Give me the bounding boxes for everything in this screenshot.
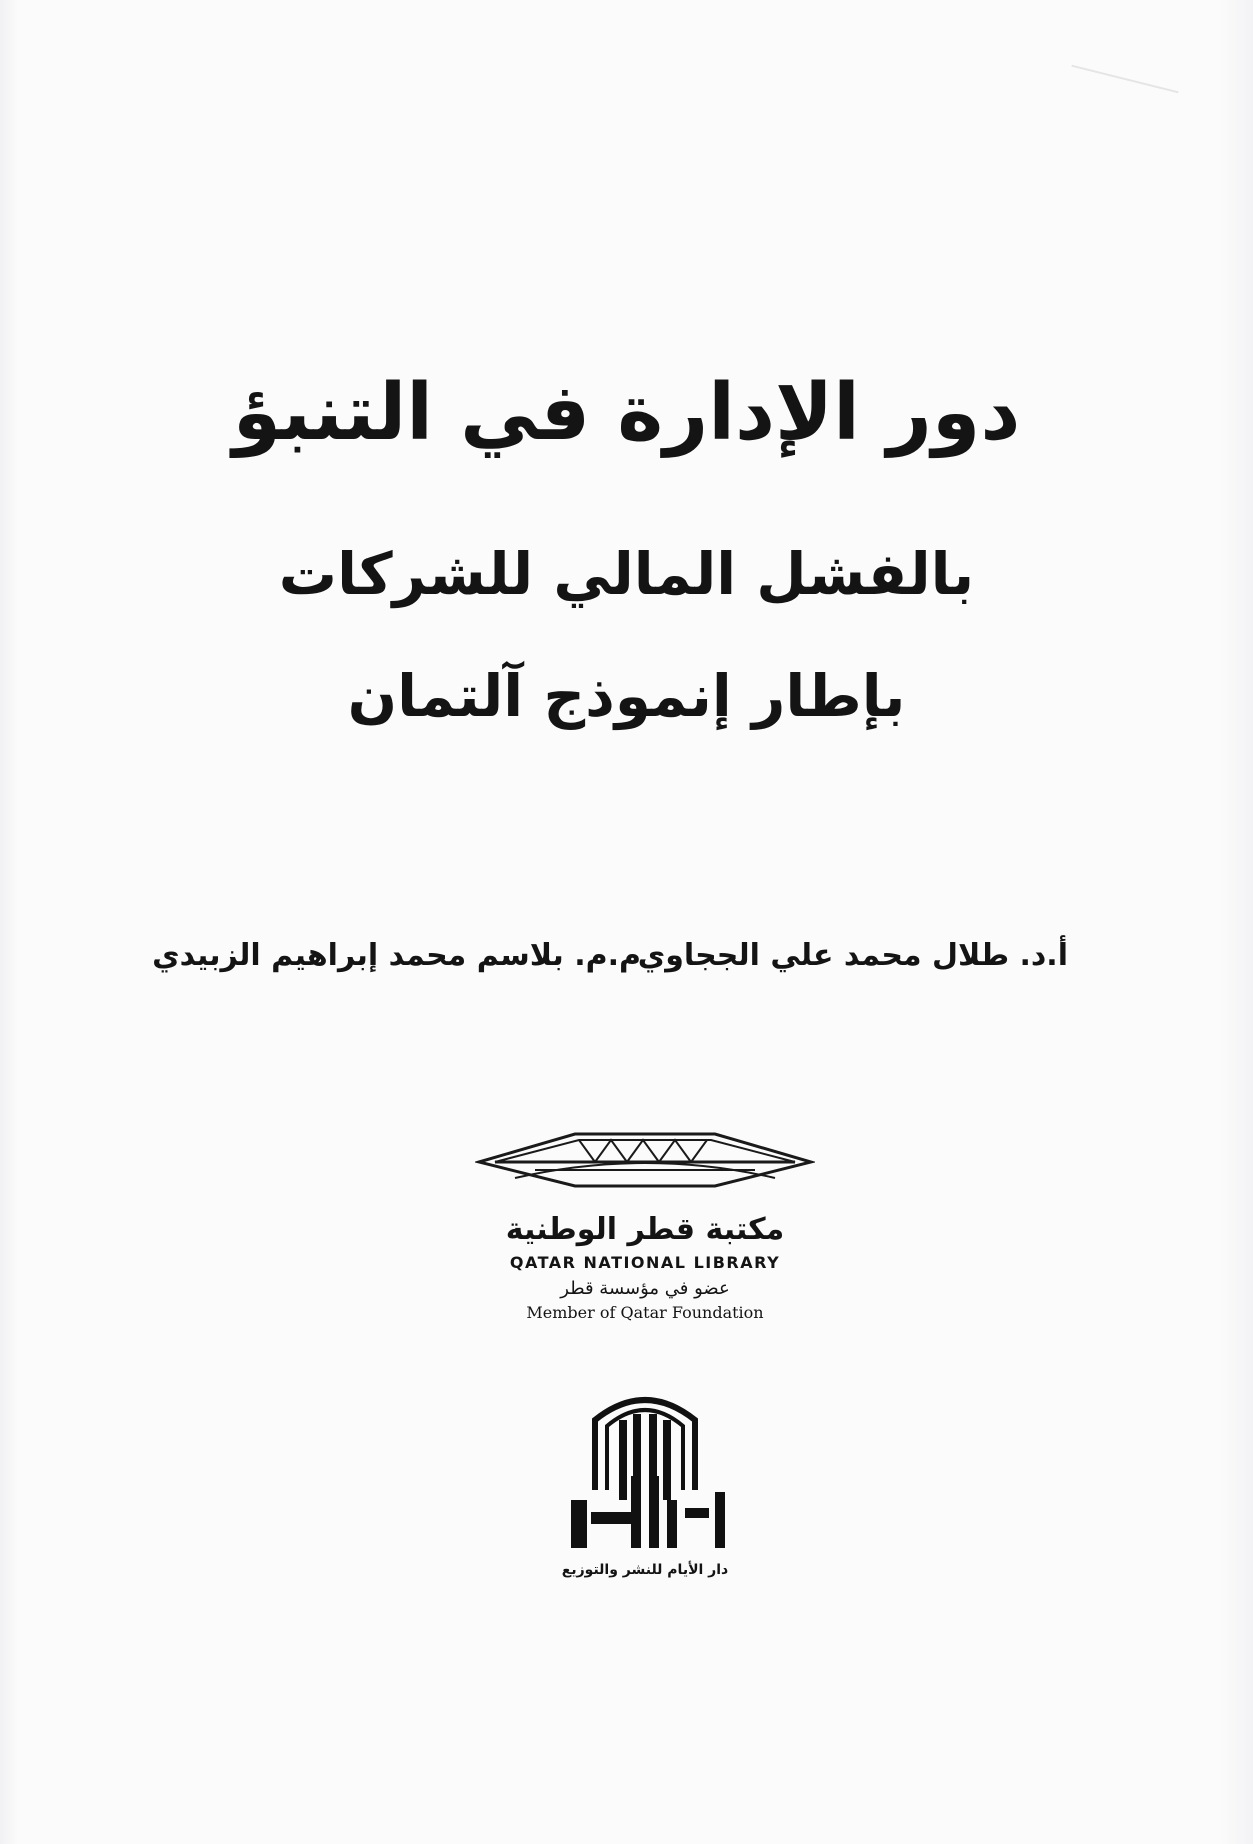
library-member-arabic: عضو في مؤسسة قطر bbox=[560, 1278, 730, 1299]
library-member-english: Member of Qatar Foundation bbox=[526, 1303, 764, 1322]
scan-smudge bbox=[1071, 65, 1178, 94]
building-arch-logo-icon bbox=[545, 1380, 745, 1560]
author-1: أ.د. طلال محمد علي الججاوي bbox=[637, 938, 1068, 973]
book-subtitle-2 bbox=[0, 662, 1253, 730]
publisher-logo bbox=[530, 1380, 760, 1578]
book-title bbox=[0, 368, 1253, 458]
library-name-arabic: مكتبة قطر الوطنية bbox=[505, 1212, 785, 1247]
library-name-english: QATAR NATIONAL LIBRARY bbox=[509, 1253, 781, 1272]
title-line-1: دور الإدارة في التنبؤ bbox=[232, 368, 1021, 458]
title-line-3: بإطار إنموذج آلتمان bbox=[347, 662, 906, 730]
qatar-national-library-stamp bbox=[470, 1128, 820, 1322]
publisher-name: دار الأيام للنشر والتوزيع bbox=[561, 1562, 729, 1578]
author-2: م.م. بلاسم محمد إبراهيم الزبيدي bbox=[152, 938, 641, 973]
book-subtitle bbox=[0, 540, 1253, 608]
title-line-2: بالفشل المالي للشركات bbox=[278, 540, 975, 608]
bridge-truss-logo-icon bbox=[475, 1128, 815, 1190]
